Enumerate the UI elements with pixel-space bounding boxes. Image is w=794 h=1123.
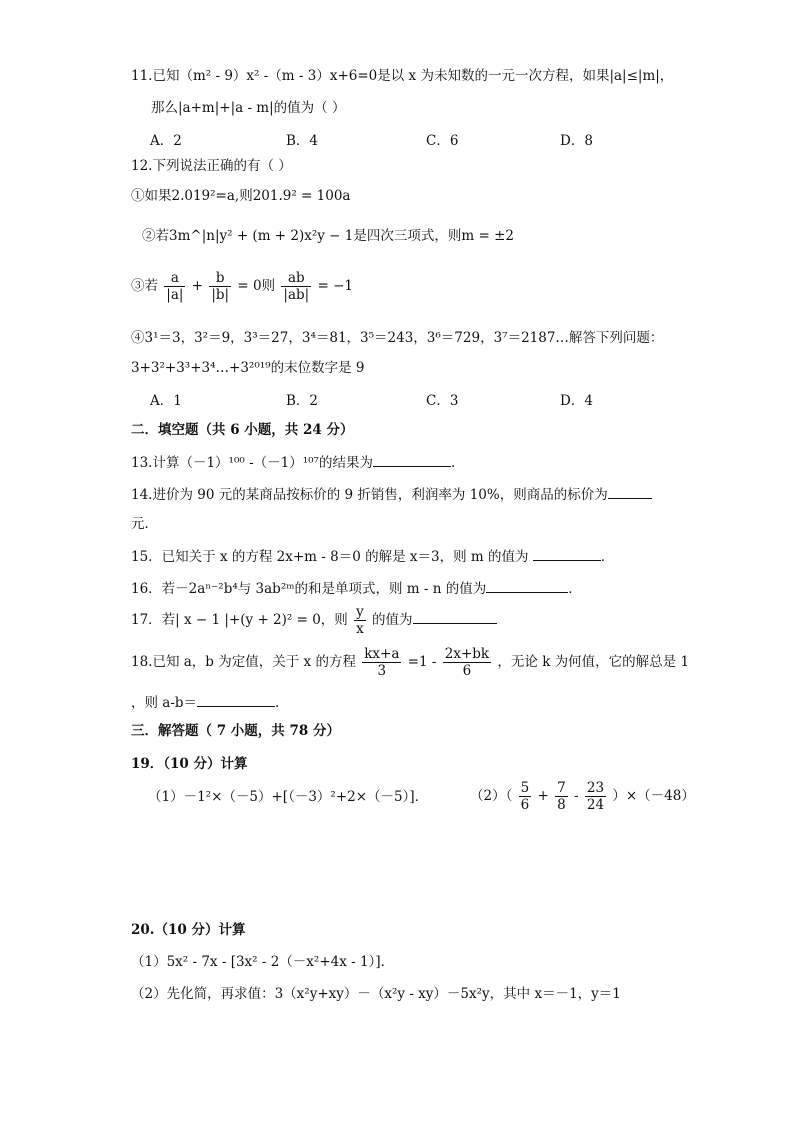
q17-answer-blank	[413, 609, 497, 624]
q19-2-fraction-1-den: 6	[520, 797, 530, 813]
q18-prefix: 18.已知 a，b 为定值，关于 x 的方程	[131, 654, 356, 670]
q19-2-suffix: ）×（－48）	[612, 788, 695, 804]
q12-s3-fraction-1-den: |a|	[166, 287, 184, 303]
q19-2-fraction-2	[555, 780, 568, 813]
q19-part-2	[470, 780, 695, 813]
q19-title: 19．（10 分）计算	[131, 756, 248, 772]
q12-option-b: B．2	[286, 393, 319, 409]
q19-2-fraction-3	[585, 780, 606, 813]
q18-fraction-2-num: 2x+bk	[444, 646, 490, 662]
q12-s3-fraction-1-num: a	[164, 270, 185, 287]
q19-2-fraction-1	[519, 780, 532, 813]
q12-statement-1: ①如果2.019²=a,则201.9² = 100a	[131, 188, 351, 204]
q11-line2: 那么|a+m|+|a - m|的值为（ ）	[151, 100, 346, 116]
q12-statement-3	[131, 270, 353, 303]
q16-end: ．	[568, 581, 582, 597]
q12-title: 12.下列说法正确的有（ ）	[131, 158, 292, 174]
q12-s3-fraction-3-num: ab	[281, 270, 311, 287]
q19-2-fraction-3-den: 24	[586, 797, 605, 813]
q13-end: ．	[450, 455, 465, 471]
q13-answer-blank	[373, 452, 451, 467]
q16	[131, 578, 582, 598]
q17-fraction-num: y	[356, 604, 364, 620]
q12-s3-mid: = 0则	[237, 278, 276, 294]
q16-answer-blank	[486, 578, 568, 593]
q17-fraction	[354, 604, 366, 637]
q19-part-1: （1）－1²×（－5）+[（－3）²+2×（－5）]．	[148, 789, 429, 805]
q18-fraction-1-den: 3	[377, 663, 387, 679]
q19-2-prefix: （2）（	[470, 788, 513, 804]
q12-s3-prefix: ③若	[131, 278, 158, 294]
q12-s3-fraction-3-den: |ab|	[283, 287, 310, 303]
q20-title: 20.（10 分）计算	[131, 922, 246, 938]
q14-answer-blank	[608, 484, 652, 499]
section-3-heading: 三．解答题（ 7 小题，共 78 分）	[131, 723, 340, 739]
q12-statement-4a: ④3¹＝3，3²＝9，3³＝27，3⁴＝81，3⁵＝243，3⁶＝729，3⁷＝2187…解答下列问题：	[131, 330, 664, 346]
q12-s3-fraction-3	[281, 270, 311, 303]
q19-2-fraction-3-num: 23	[586, 780, 605, 796]
q19-2-fraction-1-num: 5	[520, 780, 530, 796]
q14-line2: 元．	[131, 516, 158, 532]
q15	[131, 546, 614, 566]
q12-s3-fraction-2-den: |b|	[211, 287, 230, 303]
q18-suffix: ，无论 k 为何值，它的解总是 1	[497, 654, 690, 670]
q18-answer-blank	[197, 692, 275, 707]
q18-end: ．	[275, 695, 289, 711]
q13	[131, 452, 464, 472]
q17-suffix: 的值为	[372, 612, 413, 628]
q12-option-a: A．1	[150, 393, 182, 409]
q17	[131, 604, 497, 637]
q18-mid: =1 -	[407, 654, 437, 670]
q11-option-b: B．4	[286, 133, 319, 149]
q15-text: 15．已知关于 x 的方程 2x+m - 8＝0 的解是 x＝3，则 m 的值为	[131, 549, 529, 565]
q12-statement-4b: 3+3²+3³+3⁴…+3²⁰¹⁹的末位数字是 9	[131, 360, 365, 376]
q15-end: ．	[600, 549, 615, 565]
q14-line1	[131, 484, 652, 504]
q15-answer-blank	[533, 546, 601, 561]
q18-fraction-1-num: kx+a	[364, 646, 400, 662]
q14-text: 14.进价为 90 元的某商品按标价的 9 折销售，利润率为 10%，则商品的标价为	[131, 487, 608, 503]
q19-2-fraction-2-den: 8	[557, 797, 566, 813]
q12-s3-fraction-2-num: b	[209, 270, 231, 287]
q12-s3-plus: +	[191, 278, 204, 294]
q18-fraction-2	[443, 646, 491, 679]
q12-option-d: D．4	[560, 393, 593, 409]
q20-part-2: （2）先化简，再求值：3（x²y+xy）－（x²y - xy）－5x²y，其中 x＝－1，y＝1	[131, 986, 621, 1002]
q18-line2	[131, 692, 289, 712]
q18-line2-text: ，则 a-b＝	[131, 695, 198, 711]
q20-part-1: （1）5x² - 7x - [3x² - 2（－x²+4x - 1）]．	[131, 954, 395, 970]
q11-line1: 11.已知（m² - 9）x² -（m - 3）x+6=0是以 x 为未知数的一元一次方程，如果|a|≤|m|，	[131, 68, 674, 84]
q12-option-c: C．3	[426, 393, 459, 409]
q19-2-minus: -	[574, 788, 579, 804]
q19-2-plus: +	[537, 788, 549, 804]
section-2-heading: 二．填空题（共 6 小题，共 24 分）	[131, 422, 354, 438]
q11-option-d: D．8	[560, 133, 593, 149]
q12-statement-2: ②若3m^|n|y² + (m + 2)x²y − 1是四次三项式，则m = ±2	[142, 228, 514, 244]
q12-s3-end: = −1	[317, 278, 354, 294]
q18-fraction-2-den: 6	[462, 663, 472, 679]
q11-option-c: C．6	[426, 133, 459, 149]
q13-text: 13.计算（－1）¹⁰⁰ -（－1）¹⁰⁷的结果为	[131, 455, 373, 471]
q16-text: 16．若－2aⁿ⁻²b⁴与 3ab²ᵐ的和是单项式，则 m - n 的值为	[131, 581, 487, 597]
q19-2-fraction-2-num: 7	[557, 780, 566, 796]
q11-option-a: A．2	[150, 133, 182, 149]
q18-line1	[131, 646, 689, 679]
q17-fraction-den: x	[356, 621, 364, 637]
q12-s3-fraction-2	[209, 270, 231, 303]
q12-s3-fraction-1	[164, 270, 185, 303]
q18-fraction-1	[362, 646, 401, 679]
q17-prefix: 17．若| x − 1 |+(y + 2)² = 0，则	[131, 612, 348, 628]
